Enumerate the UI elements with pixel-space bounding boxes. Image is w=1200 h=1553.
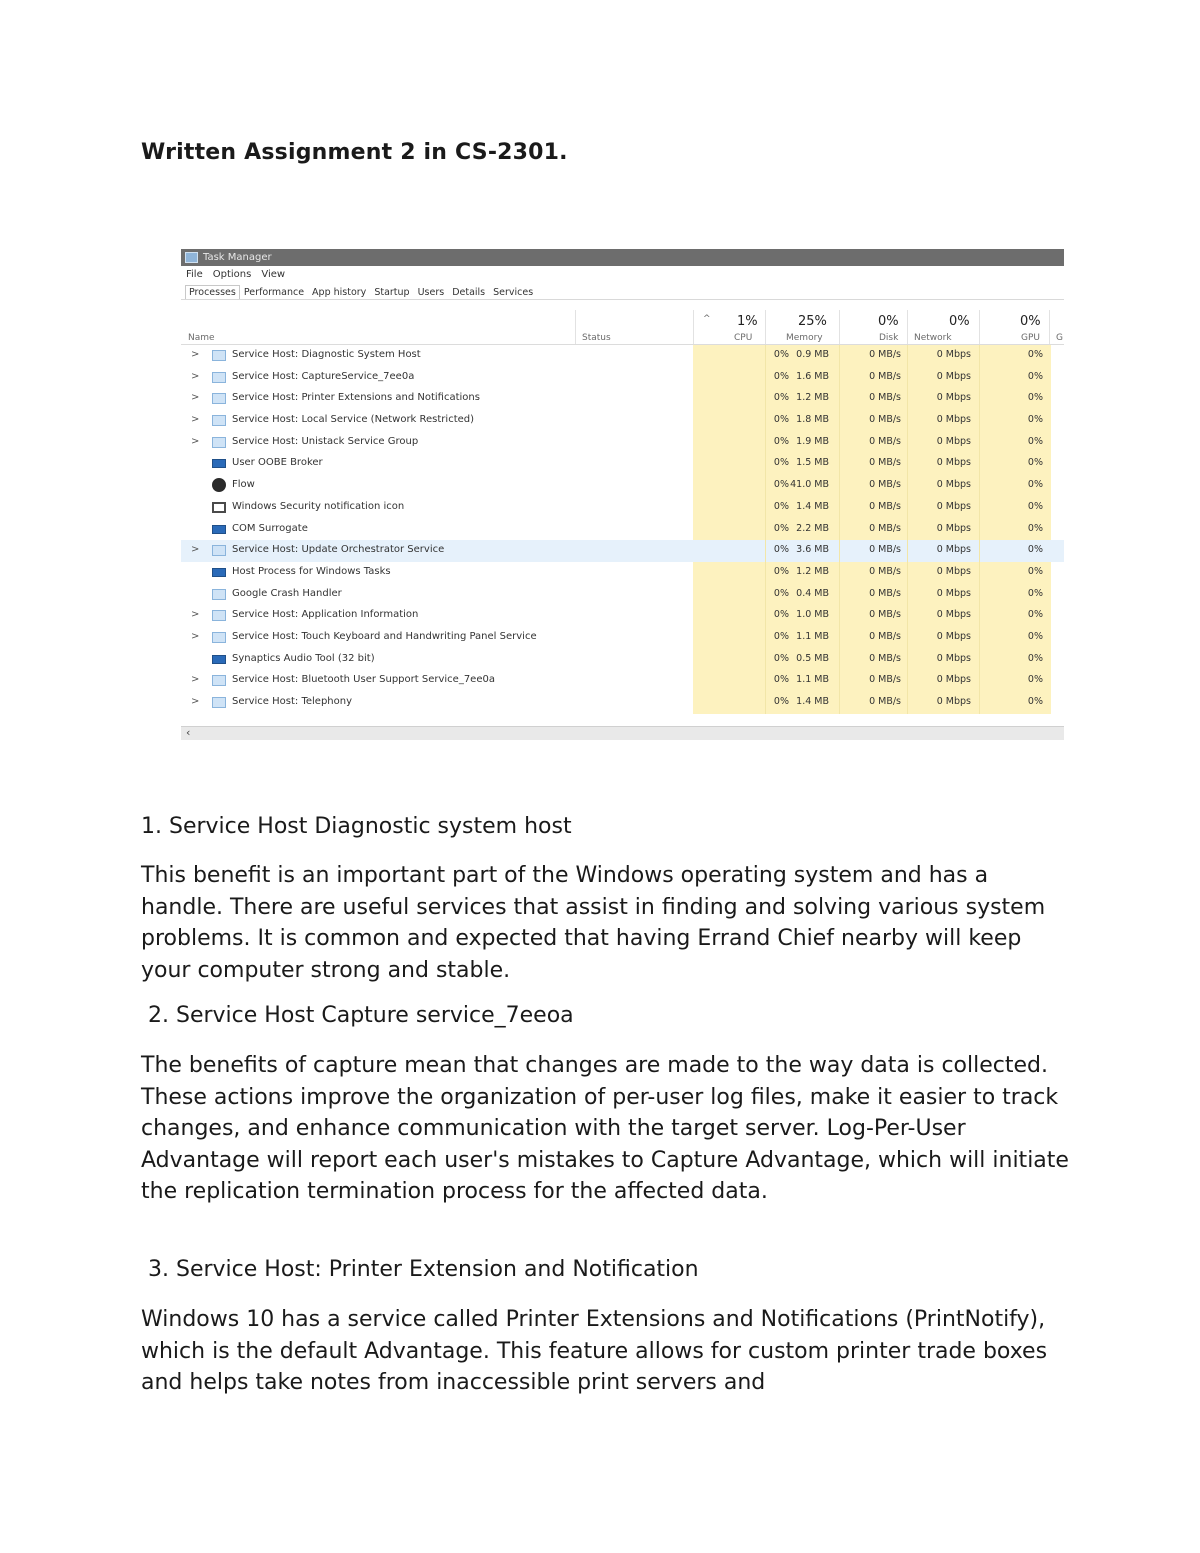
section-body-2: The benefits of capture mean that changes are made to the way data is collected. These actions improve the organization of per-user log files, make it easier to track changes, and enhance communication with the target server. Log-Per-User Advantage will report each user's mistakes to Capture Advantage, which will initiate the replication termination process for the affected data. [141, 1053, 1069, 1204]
expand-chevron-icon[interactable]: > [191, 630, 200, 642]
tab-details[interactable]: Details [452, 287, 486, 298]
disk-value: 0 MB/s [869, 500, 901, 512]
memory-value: 0.5 MB [796, 652, 829, 664]
table-row[interactable] [181, 475, 1064, 497]
gpu-value: 0% [1027, 392, 1043, 404]
process-name: Service Host: Local Service (Network Restricted) [232, 414, 475, 426]
cpu-value: 0% [773, 587, 789, 599]
service-gear-icon [212, 610, 226, 621]
gpu-value: 0% [1027, 370, 1043, 382]
network-value: 0 Mbps [936, 392, 971, 404]
process-name: Service Host: Printer Extensions and Notifications [232, 392, 480, 404]
process-name: Flow [232, 479, 255, 491]
gpu-value: 0% [1027, 544, 1043, 556]
gpu-value: 0% [1027, 500, 1043, 512]
disk-value: 0 MB/s [869, 674, 901, 686]
table-row[interactable] [181, 519, 1064, 541]
task-manager-titlebar [181, 249, 1064, 266]
cpu-value: 0% [773, 500, 789, 512]
table-row[interactable] [181, 649, 1064, 671]
audio-tool-icon [212, 655, 226, 664]
section-heading-2: 2. Service Host Capture service_7eeoa [141, 1003, 574, 1028]
column-cpu-pct[interactable]: 1% [737, 314, 758, 329]
network-value: 0 Mbps [936, 500, 971, 512]
table-row[interactable] [181, 453, 1064, 475]
network-value: 0 Mbps [936, 696, 971, 707]
network-value: 0 Mbps [936, 587, 971, 599]
gpu-value: 0% [1027, 349, 1043, 360]
column-memory[interactable]: Memory [786, 333, 823, 343]
gpu-value: 0% [1027, 565, 1043, 577]
network-value: 0 Mbps [936, 370, 971, 382]
expand-chevron-icon[interactable]: > [191, 609, 200, 621]
tab-services[interactable]: Services [493, 287, 534, 298]
table-row[interactable] [181, 497, 1064, 519]
shield-icon [212, 502, 226, 513]
disk-value: 0 MB/s [869, 522, 901, 534]
app-window-icon [212, 568, 226, 577]
disk-value: 0 MB/s [869, 544, 901, 556]
expand-chevron-icon[interactable]: > [191, 544, 200, 556]
table-row[interactable] [181, 670, 1064, 692]
gpu-value: 0% [1027, 609, 1043, 621]
expand-chevron-icon[interactable]: > [191, 392, 200, 404]
network-value: 0 Mbps [936, 652, 971, 664]
memory-value: 1.9 MB [796, 435, 829, 447]
tab-performance[interactable]: Performance [243, 287, 305, 298]
column-network-pct[interactable]: 0% [949, 314, 970, 329]
table-row[interactable] [181, 410, 1064, 432]
menu-view[interactable]: View [261, 268, 286, 280]
table-row[interactable] [181, 562, 1064, 584]
section-heading-3: 3. Service Host: Printer Extension and Notification [141, 1257, 699, 1282]
process-name: Service Host: Bluetooth User Support Service_7ee0a [232, 674, 495, 686]
memory-value: 1.0 MB [796, 609, 829, 621]
column-memory-pct[interactable]: 25% [798, 314, 827, 329]
crash-handler-icon [212, 589, 226, 600]
memory-value: 41.0 MB [790, 479, 829, 491]
disk-value: 0 MB/s [869, 392, 901, 404]
table-row[interactable] [181, 388, 1064, 410]
service-gear-icon [212, 437, 226, 448]
disk-value: 0 MB/s [869, 435, 901, 447]
memory-value: 1.5 MB [796, 457, 829, 469]
cpu-value: 0% [773, 544, 789, 556]
expand-chevron-icon[interactable]: > [191, 435, 200, 447]
service-gear-icon [212, 675, 226, 686]
task-manager-screenshot [181, 249, 1064, 740]
process-name: Synaptics Audio Tool (32 bit) [232, 652, 375, 664]
cpu-value: 0% [773, 479, 789, 491]
disk-value: 0 MB/s [869, 457, 901, 469]
app-window-icon [212, 525, 226, 534]
window-title: Task Manager [203, 252, 272, 263]
column-name[interactable]: Name [188, 333, 215, 343]
expand-chevron-icon[interactable]: > [191, 349, 200, 360]
memory-value: 1.4 MB [796, 696, 829, 707]
disk-value: 0 MB/s [869, 652, 901, 664]
cpu-value: 0% [773, 630, 789, 642]
cpu-value: 0% [773, 457, 789, 469]
section-body-3: Windows 10 has a service called Printer Extensions and Notifications (PrintNotify), which is the default Advantage. This feature allows for custom printer trade boxes and helps take notes from inaccessible print servers and [141, 1307, 1048, 1395]
column-header [181, 300, 1064, 345]
network-value: 0 Mbps [936, 479, 971, 491]
tab-startup[interactable]: Startup [374, 287, 410, 298]
disk-value: 0 MB/s [869, 587, 901, 599]
cpu-value: 0% [773, 674, 789, 686]
process-name: Service Host: Unistack Service Group [232, 435, 419, 447]
memory-value: 1.8 MB [796, 414, 829, 426]
memory-value: 1.1 MB [796, 630, 829, 642]
cpu-value: 0% [773, 565, 789, 577]
tab-processes[interactable]: Processes [185, 285, 240, 299]
gpu-value: 0% [1027, 435, 1043, 447]
network-value: 0 Mbps [936, 414, 971, 426]
table-row[interactable] [181, 605, 1064, 627]
process-name: COM Surrogate [232, 522, 308, 534]
cpu-value: 0% [773, 522, 789, 534]
network-value: 0 Mbps [936, 435, 971, 447]
disk-value: 0 MB/s [869, 370, 901, 382]
process-name: Service Host: Telephony [232, 696, 353, 707]
memory-value: 0.4 MB [796, 587, 829, 599]
service-gear-icon [212, 545, 226, 556]
disk-value: 0 MB/s [869, 349, 901, 360]
table-row[interactable] [181, 692, 1064, 714]
memory-value: 1.2 MB [796, 392, 829, 404]
column-network[interactable]: Network [914, 333, 952, 343]
service-gear-icon [212, 415, 226, 426]
expand-chevron-icon[interactable]: > [191, 370, 200, 382]
column-gpu-pct[interactable]: 0% [1020, 314, 1041, 329]
memory-value: 0.9 MB [796, 349, 829, 360]
gpu-value: 0% [1027, 587, 1043, 599]
column-gpu[interactable]: GPU [1021, 333, 1040, 343]
gpu-value: 0% [1027, 630, 1043, 642]
memory-value: 1.4 MB [796, 500, 829, 512]
table-row[interactable] [181, 584, 1064, 606]
section-body-1: This benefit is an important part of the Windows operating system and has a handle. There are useful services that assist in finding and solving various system problems. It is common and expected that having Errand Chief nearby will keep your computer strong and stable. [141, 863, 1046, 983]
network-value: 0 Mbps [936, 565, 971, 577]
app-window-icon [212, 459, 226, 468]
disk-value: 0 MB/s [869, 479, 901, 491]
process-list [181, 345, 1064, 714]
column-disk[interactable]: Disk [879, 333, 899, 343]
process-name: Service Host: Application Information [232, 609, 419, 621]
gpu-value: 0% [1027, 414, 1043, 426]
table-row[interactable] [181, 367, 1064, 389]
gpu-value: 0% [1027, 479, 1043, 491]
section-heading-1: 1. Service Host Diagnostic system host [141, 814, 572, 839]
cpu-value: 0% [773, 696, 789, 707]
cpu-value: 0% [773, 370, 789, 382]
network-value: 0 Mbps [936, 522, 971, 534]
menu-bar [181, 266, 1064, 282]
disk-value: 0 MB/s [869, 565, 901, 577]
service-gear-icon [212, 372, 226, 383]
process-name: Host Process for Windows Tasks [232, 565, 391, 577]
horizontal-scrollbar[interactable] [181, 726, 1064, 740]
flow-app-icon [212, 478, 226, 492]
column-cpu[interactable]: CPU [734, 333, 753, 343]
disk-value: 0 MB/s [869, 630, 901, 642]
process-name: Service Host: CaptureService_7ee0a [232, 370, 415, 382]
service-gear-icon [212, 350, 226, 361]
table-row-selected[interactable] [181, 540, 1064, 562]
disk-value: 0 MB/s [869, 696, 901, 707]
network-value: 0 Mbps [936, 630, 971, 642]
cpu-value: 0% [773, 652, 789, 664]
cpu-value: 0% [773, 392, 789, 404]
expand-chevron-icon[interactable]: > [191, 414, 200, 426]
process-name: Google Crash Handler [232, 587, 342, 599]
expand-chevron-icon[interactable]: > [191, 696, 200, 707]
table-row[interactable] [181, 432, 1064, 454]
menu-file[interactable]: File [186, 268, 203, 280]
cpu-value: 0% [773, 414, 789, 426]
sort-ascending-icon: ^ [703, 314, 711, 324]
table-row[interactable] [181, 345, 1064, 367]
expand-chevron-icon[interactable]: > [191, 674, 200, 686]
network-value: 0 Mbps [936, 457, 971, 469]
cpu-value: 0% [773, 349, 789, 360]
disk-value: 0 MB/s [869, 609, 901, 621]
service-gear-icon [212, 697, 226, 708]
gpu-value: 0% [1027, 652, 1043, 664]
memory-value: 1.6 MB [796, 370, 829, 382]
process-name: Service Host: Update Orchestrator Service [232, 544, 445, 556]
network-value: 0 Mbps [936, 674, 971, 686]
service-gear-icon [212, 393, 226, 404]
memory-value: 1.2 MB [796, 565, 829, 577]
cpu-value: 0% [773, 609, 789, 621]
process-name: Service Host: Diagnostic System Host [232, 349, 421, 360]
process-name: Windows Security notification icon [232, 500, 405, 512]
column-disk-pct[interactable]: 0% [878, 314, 899, 329]
cpu-value: 0% [773, 435, 789, 447]
column-status[interactable]: Status [582, 333, 611, 343]
gpu-value: 0% [1027, 522, 1043, 534]
memory-value: 1.1 MB [796, 674, 829, 686]
memory-value: 3.6 MB [796, 544, 829, 556]
network-value: 0 Mbps [936, 609, 971, 621]
task-manager-icon [185, 252, 198, 263]
process-name: User OOBE Broker [232, 457, 323, 469]
tab-app-history[interactable]: App history [312, 287, 367, 298]
scroll-left-arrow-icon[interactable]: ‹ [186, 726, 191, 739]
tab-bar [181, 282, 1064, 300]
network-value: 0 Mbps [936, 544, 971, 556]
gpu-value: 0% [1027, 674, 1043, 686]
column-gpu-engine[interactable]: G [1056, 333, 1063, 343]
gpu-value: 0% [1027, 696, 1043, 707]
process-name: Service Host: Touch Keyboard and Handwriting Panel Service [232, 630, 537, 642]
table-row[interactable] [181, 627, 1064, 649]
tab-users[interactable]: Users [417, 287, 445, 298]
document-title: Written Assignment 2 in CS-2301. [141, 140, 568, 165]
memory-value: 2.2 MB [796, 522, 829, 534]
network-value: 0 Mbps [936, 349, 971, 360]
service-gear-icon [212, 632, 226, 643]
menu-options[interactable]: Options [212, 268, 252, 280]
disk-value: 0 MB/s [869, 414, 901, 426]
gpu-value: 0% [1027, 457, 1043, 469]
